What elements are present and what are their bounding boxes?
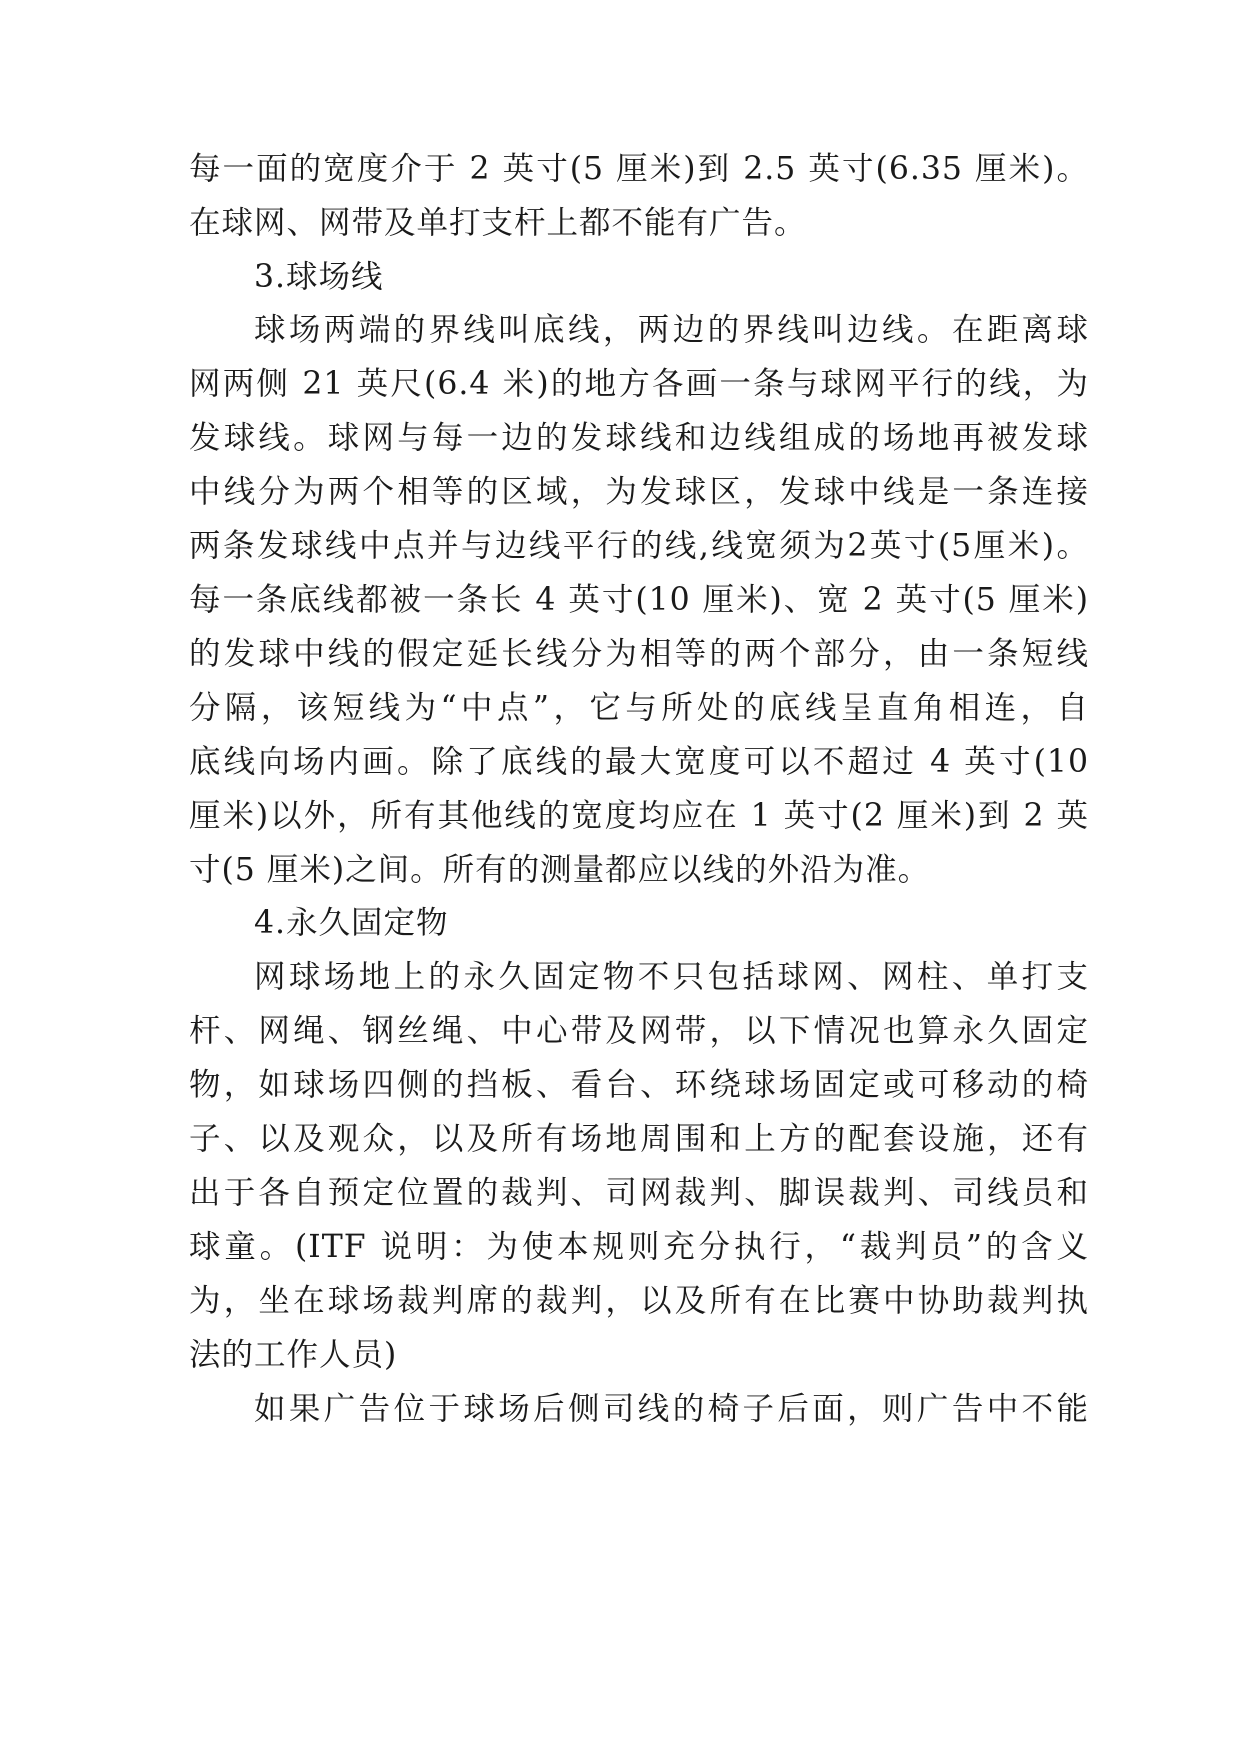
text-line-8: 两条发球线中点并与边线平行的线,线宽须为2英寸(5厘米)。 — [189, 528, 1089, 564]
text-line-6: 发球线。球网与每一边的发球线和边线组成的场地再被发球 — [189, 420, 1089, 456]
text-line-9: 每一条底线都被一条长 4 英寸(10 厘米)、宽 2 英寸(5 厘米) — [189, 582, 1089, 618]
text-line-24: 如果广告位于球场后侧司线的椅子后面，则广告中不能 — [254, 1391, 1089, 1427]
text-line-23: 法的工作人员) — [189, 1337, 398, 1373]
text-line-7: 中线分为两个相等的区域，为发球区，发球中线是一条连接 — [189, 474, 1089, 510]
text-line-4: 球场两端的界线叫底线，两边的界线叫边线。在距离球 — [254, 312, 1089, 348]
text-line-18: 物，如球场四侧的挡板、看台、环绕球场固定或可移动的椅 — [189, 1067, 1089, 1103]
text-line-11: 分隔，该短线为“中点”，它与所处的底线呈直角相连，自 — [189, 690, 1089, 726]
text-line-2: 在球网、网带及单打支杆上都不能有广告。 — [189, 205, 807, 241]
section-heading-court-lines: 3.球场线 — [254, 259, 384, 295]
text-line-20: 出于各自预定位置的裁判、司网裁判、脚误裁判、司线员和 — [189, 1175, 1089, 1211]
text-line-12: 底线向场内画。除了底线的最大宽度可以不超过 4 英寸(10 — [189, 744, 1089, 780]
text-line-13: 厘米)以外，所有其他线的宽度均应在 1 英寸(2 厘米)到 2 英 — [189, 798, 1089, 834]
text-line-10: 的发球中线的假定延长线分为相等的两个部分，由一条短线 — [189, 636, 1089, 672]
text-line-5: 网两侧 21 英尺(6.4 米)的地方各画一条与球网平行的线，为 — [189, 366, 1089, 402]
text-line-22: 为，坐在球场裁判席的裁判，以及所有在比赛中协助裁判执 — [189, 1283, 1089, 1319]
section-heading-permanent-fixtures: 4.永久固定物 — [254, 905, 449, 941]
text-line-21: 球童。(ITF 说明：为使本规则充分执行，“裁判员”的含义 — [189, 1229, 1089, 1265]
text-line-1: 每一面的宽度介于 2 英寸(5 厘米)到 2.5 英寸(6.35 厘米)。 — [189, 151, 1089, 187]
text-line-19: 子、以及观众，以及所有场地周围和上方的配套设施，还有 — [189, 1121, 1089, 1157]
text-line-16: 网球场地上的永久固定物不只包括球网、网柱、单打支 — [254, 959, 1089, 995]
text-line-14: 寸(5 厘米)之间。所有的测量都应以线的外沿为准。 — [189, 852, 931, 888]
text-line-17: 杆、网绳、钢丝绳、中心带及网带，以下情况也算永久固定 — [189, 1013, 1089, 1049]
